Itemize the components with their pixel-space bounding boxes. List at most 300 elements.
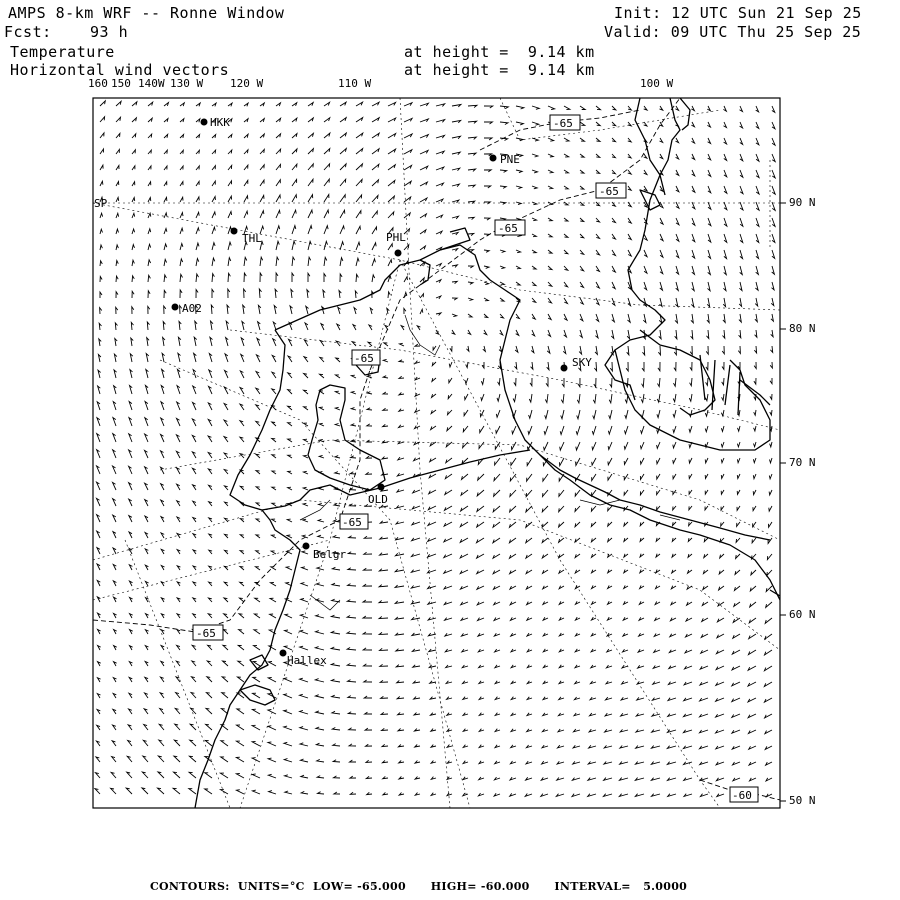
wind-vector [381,712,388,714]
wind-vector [756,250,759,259]
wind-vector [145,483,148,490]
wind-vector [112,741,116,746]
wind-vector [161,451,165,458]
wind-vector [513,394,516,402]
coastline [740,380,770,405]
wind-vector [272,422,276,426]
wind-vector [164,119,168,123]
wind-vector [596,266,600,271]
wind-vector [499,346,502,352]
wind-vector [558,713,564,716]
wind-vector [596,106,601,110]
wind-vector [318,535,324,538]
wind-vector [674,362,676,371]
wind-vector [557,761,564,764]
wind-vector [113,725,117,730]
wind-vector [331,679,340,682]
wind-vector [532,250,536,253]
wind-vector [559,665,564,668]
wind-vector [308,273,310,282]
wind-vector [548,138,554,141]
wind-vector [765,714,772,718]
wind-vector [288,373,292,378]
wind-vector [276,118,281,122]
wind-vector [676,282,679,291]
wind-vector [272,455,276,458]
wind-vector [690,346,692,355]
wind-vector [98,386,101,394]
wind-vector [737,474,740,479]
contour-label: -65 [342,516,362,529]
wind-vector [676,154,679,159]
wind-vector [324,149,330,155]
wind-vector [704,538,708,542]
wind-vector [526,586,532,589]
wind-vector [511,442,516,450]
wind-vector [196,212,199,218]
wind-vector [722,362,724,369]
wind-vector [268,742,276,746]
wind-vector [626,378,628,387]
forecast-label: Fcst: [4,23,52,41]
wind-vector [226,321,229,330]
wind-vector [348,584,357,586]
wind-vector [477,538,485,543]
wind-vector [212,197,215,203]
wind-vector [564,138,569,141]
wind-vector [111,788,116,794]
wind-vector [272,471,276,474]
wind-vector [477,602,484,605]
wind-vector [436,135,445,138]
wind-vector [511,681,516,684]
contour-label: -60 [732,789,752,802]
wind-vector [212,150,216,154]
wind-vector [516,266,520,269]
wind-vector [628,314,631,322]
wind-vector [228,258,231,266]
wind-vector [573,761,580,764]
high-value: HIGH= -60.000 [430,880,530,893]
wind-vector [332,711,340,714]
wind-vector [691,298,694,307]
wind-vector [381,696,388,698]
wind-vector [608,458,612,465]
contour-label-box [495,220,525,235]
wind-vector [692,218,695,225]
wind-vector [484,122,492,124]
wind-vector [527,729,532,732]
wind-vector [252,709,260,714]
wind-vector [640,490,644,495]
wind-vector [370,308,373,314]
wind-vector [766,778,772,781]
wind-vector [510,490,516,497]
wind-vector [463,713,468,716]
wind-vector [721,506,724,510]
wind-vector [447,777,452,780]
wind-vector [765,650,773,655]
wind-vector [516,106,524,109]
wind-vector [689,474,692,479]
wind-vector [411,570,420,573]
lon-label-150: 150 [111,77,131,90]
wind-vector [750,778,757,781]
wind-vector [308,164,313,170]
wind-vector [116,229,119,234]
wind-vector [689,506,692,510]
wind-vector [177,501,180,506]
wind-vector [532,282,536,286]
wind-vector [256,535,260,538]
wind-vector [256,551,260,554]
wind-vector [398,729,404,731]
wind-vector [622,681,628,684]
wind-vector [700,746,709,749]
wind-vector [128,741,132,747]
wind-vector [163,322,165,330]
wind-vector [404,181,411,186]
wind-vector [404,165,412,170]
wind-vector [428,506,436,510]
contour-label-box [550,115,580,130]
wind-vector [636,746,644,749]
wind-vectors [95,101,775,797]
wind-vector [452,184,459,187]
contour-info [150,880,687,893]
wind-vector [543,490,549,497]
wind-vector [494,602,500,605]
wind-vector [740,266,743,275]
wind-vector [367,408,372,410]
wind-vector [116,133,120,138]
wind-vector [350,792,356,794]
wind-vector [575,490,580,496]
wind-vector [332,567,340,570]
wind-vector [254,630,260,634]
wind-vector [461,633,468,636]
wind-vector [317,776,324,778]
wind-vector [97,580,100,586]
wind-vector [115,323,117,330]
wind-vector [526,490,532,497]
wind-vector [444,554,452,558]
wind-vector [612,122,616,126]
wind-vector [608,442,612,450]
wind-vector [180,274,183,282]
wind-vector [748,650,756,655]
wind-vector [395,569,404,572]
wind-vector [112,757,116,762]
wind-vector [660,154,663,159]
graticule-line [400,260,720,808]
wind-vector [716,650,724,654]
wind-vector [372,243,376,250]
wind-vector [444,506,452,510]
wind-vector [288,487,292,490]
wind-vector [559,458,564,466]
wind-vector [656,538,660,541]
wind-vector [753,506,756,511]
wind-vector [276,210,280,218]
wind-vector [604,745,612,748]
wind-vector [484,330,487,335]
wind-vector [163,337,165,346]
wind-vector [526,538,532,543]
wind-vector [772,106,775,112]
wind-vector [177,582,180,586]
wind-vector [308,179,313,186]
wind-vector [212,181,215,186]
wind-vector [447,426,452,431]
wind-vector [412,506,420,509]
wind-vector [564,170,569,173]
wind-vector [164,103,169,107]
wind-vector [708,170,711,176]
wind-vector [431,729,436,732]
wind-vector [628,186,631,190]
wind-vector [463,745,468,748]
wind-vector [564,330,567,337]
wind-vector [580,106,585,110]
wind-vector [228,181,232,186]
wind-vector [324,210,329,218]
wind-vector [160,677,164,682]
wind-vector [723,314,725,323]
wind-vector [767,570,772,576]
wind-vector [542,522,548,527]
wind-vector [670,618,676,621]
wind-vector [161,598,164,602]
wind-vector [180,290,182,298]
graticule-line [240,260,400,808]
wind-vector [452,298,457,300]
wind-vector [412,617,420,620]
wind-vector [175,724,180,730]
wind-vector [448,410,453,415]
wind-vector [772,186,775,194]
wind-vector [732,682,740,686]
wind-vector [560,442,564,450]
wind-vector [236,774,244,779]
wind-vector [383,392,388,394]
wind-vector [209,370,212,378]
wind-vector [753,474,756,479]
wind-vector [209,566,212,570]
wind-vector [348,712,356,714]
wind-vector [382,457,388,459]
wind-vector [477,506,484,512]
wind-vector [336,341,340,346]
wind-vector [276,134,281,138]
wind-vector [225,518,229,522]
wind-vector [690,362,692,370]
wind-vector [372,195,378,202]
wind-vector [284,710,292,714]
wind-vector [130,614,133,618]
wind-vector [688,570,693,573]
wind-vector [161,418,164,426]
wind-vector [609,410,612,419]
wind-vector [564,202,568,205]
wind-vector [132,118,136,122]
wind-vector [321,324,324,330]
lat-label-50n: 50 N [789,794,816,807]
wind-vector [754,442,757,447]
wind-vector [236,757,244,762]
wind-vector [97,694,100,698]
wind-vector [564,266,568,270]
wind-vector [700,730,709,733]
wind-vector [596,218,600,222]
wind-vector [95,789,100,794]
shelf-line [405,315,440,355]
wind-vector [468,266,473,268]
wind-vector [276,273,278,282]
wind-vector [436,215,443,218]
wind-vector [304,390,309,394]
wind-vector [592,570,597,573]
wind-vector [256,421,260,426]
wind-vector [193,386,196,394]
wind-vector [300,759,308,762]
wind-vector [145,434,148,442]
wind-vector [304,423,309,426]
wind-vector [463,681,469,684]
wind-vector [740,170,743,177]
wind-vector [380,664,388,666]
wind-vector [192,435,196,442]
wind-vector [592,442,596,450]
wind-vector [516,122,523,125]
wind-vector [700,682,708,685]
wind-vector [527,713,532,716]
wind-vector [287,535,292,538]
wind-vector [557,778,564,781]
wind-vector [628,218,631,223]
wind-vector [772,122,775,129]
wind-vector [356,102,363,106]
wind-vector [734,602,740,606]
wind-vector [365,728,372,730]
wind-vector [147,338,149,346]
wind-vector [145,467,148,474]
wind-vector [367,375,372,378]
wind-vector [642,378,644,387]
wind-vector [640,585,644,588]
valid-time: Valid: 09 UTC Thu 25 Sep 25 [604,23,862,41]
wind-vector [132,102,137,106]
wind-vector [564,282,568,287]
wind-vector [531,346,534,353]
wind-vector [337,324,340,330]
wind-vector [452,216,459,219]
wind-vector [292,257,295,266]
coastline [615,98,770,450]
wind-vector [145,565,148,570]
wind-vector [556,794,564,797]
wind-vector [447,745,452,748]
wind-vector [465,394,468,400]
wind-vector [564,186,568,189]
wind-vector [628,234,631,240]
wind-vector [276,180,280,186]
wind-vector [364,536,372,538]
wind-vector [692,138,695,143]
wind-vector [100,292,102,298]
wind-vector [657,458,660,464]
wind-vector [654,634,660,637]
wind-vector [673,522,677,526]
wind-vector [224,486,228,490]
wind-vector [620,729,628,732]
wind-vector [398,745,404,747]
wind-vector [479,713,484,716]
wind-vector [366,744,373,746]
field-wind: Horizontal wind vectors [10,61,230,79]
wind-vector [308,226,312,234]
wind-vector [620,746,628,749]
wind-vector [655,602,660,605]
wind-vector [591,538,596,542]
wind-vector [180,135,184,139]
wind-vector [604,762,612,765]
wind-vector [143,756,148,762]
wind-vector [272,487,276,490]
wind-vector [460,522,468,527]
wind-vector [667,730,676,733]
wind-vector [97,597,100,602]
wind-vector [768,538,772,544]
wind-vector [594,362,596,371]
stations [172,116,593,667]
wind-vector [383,776,388,778]
lon-label-110w: 110 W [338,77,372,90]
wind-vector [477,586,484,589]
wind-vector [256,471,260,474]
wind-vector [619,794,628,797]
wind-vector [397,473,404,476]
wind-vector [639,601,644,604]
wind-vector [436,104,445,107]
station-marker [490,153,520,166]
wind-vector [180,259,183,266]
wind-vector [164,197,167,202]
wind-vector [749,618,756,623]
wind-vector [208,436,212,442]
wind-vector [737,442,740,447]
wind-vector [236,790,244,794]
wind-vector [769,522,773,527]
wind-vector [493,570,500,574]
wind-vector [577,410,580,419]
wind-vector [174,756,180,762]
wind-vector [240,371,244,378]
wind-vector [644,234,647,240]
wind-vector [339,291,341,299]
wind-vector [379,617,388,619]
wind-vector [625,426,629,434]
wind-vector [436,296,441,299]
wind-vector [315,647,324,650]
wind-vector [388,149,396,154]
wind-vector [431,745,436,748]
wind-vector [113,499,116,506]
wind-vector [479,681,484,684]
wind-vector [96,741,100,746]
wind-vector [479,442,484,449]
wind-vector [415,777,420,780]
